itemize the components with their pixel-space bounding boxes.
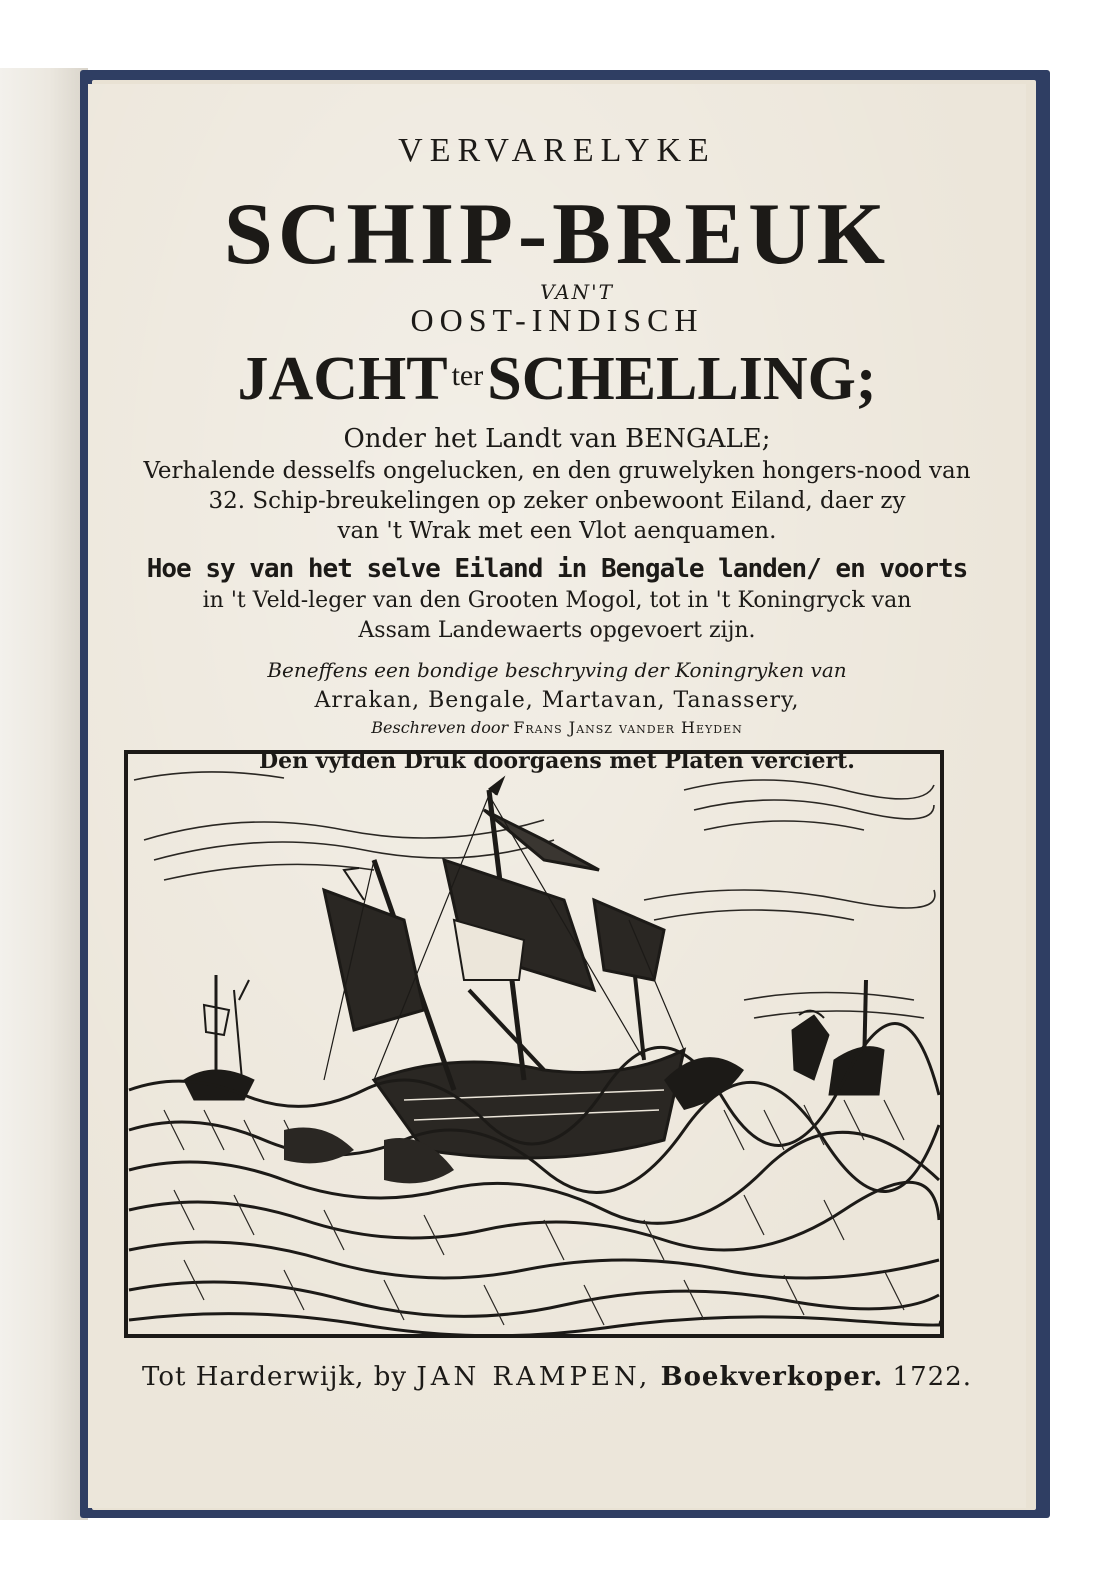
gothic-line-2: in 't Veld-leger van den Grooten Mogol, tot in 't Koningryck van [202,588,912,613]
title-page [88,84,1026,1508]
edition-line: Den vyfden Druk doorgaens met Platen verciert. [259,748,855,774]
title-line-schip-breuk: SCHIP-BREUK [223,186,891,283]
title-jacht-word: JACHT [237,345,448,413]
title-line-oost-indisch: OOST-INDISCH [410,302,704,338]
gothic-line-1: Hoe sy van het selve Eiland in Bengale landen/ en voorts [146,554,968,584]
beneffens-line: Beneffens een bondige beschryving der Koningryken van [267,658,847,682]
description-line-1: Verhalende desselfs ongelucken, en den gruwelyken hongers-nood van [143,458,971,484]
main-ship [324,780,684,1158]
description-line-2: 32. Schip-breukelingen op zeker onbewoont Eiland, daer zy [208,488,906,514]
kingdoms-line: Arrakan, Bengale, Martavan, Tanassery, [314,688,800,713]
title-line-vervarelyke: VERVARELYKE [398,132,716,169]
title-schelling-word: SCHELLING; [487,345,877,413]
imprint-trade: Boekverkoper. [660,1362,884,1392]
imprint-year: 1722. [892,1362,972,1392]
gothic-line-3: Assam Landewaerts opgevoert zijn. [358,618,756,643]
imprint-place: Tot Harderwijk, [142,1362,365,1392]
imprint-by: by [373,1362,408,1392]
title-line-jacht [88,344,1026,415]
imprint-line [88,1362,1026,1392]
book-spine [0,68,88,1520]
author-line [88,718,1026,737]
imprint-printer: JAN RAMPEN, [416,1362,652,1392]
title-line-vant: VAN'T [540,280,614,304]
title-ter-word: ter [451,359,484,392]
ship-in-storm-woodcut [124,750,944,1340]
subtitle-onder-het-landt: Onder het Landt van BENGALE; [343,424,771,454]
author-prefix: Beschreven door [371,718,509,737]
description-line-3: van 't Wrak met een Vlot aenquamen. [337,518,777,544]
author-name: Frans Jansz vander Heyden [513,718,743,737]
